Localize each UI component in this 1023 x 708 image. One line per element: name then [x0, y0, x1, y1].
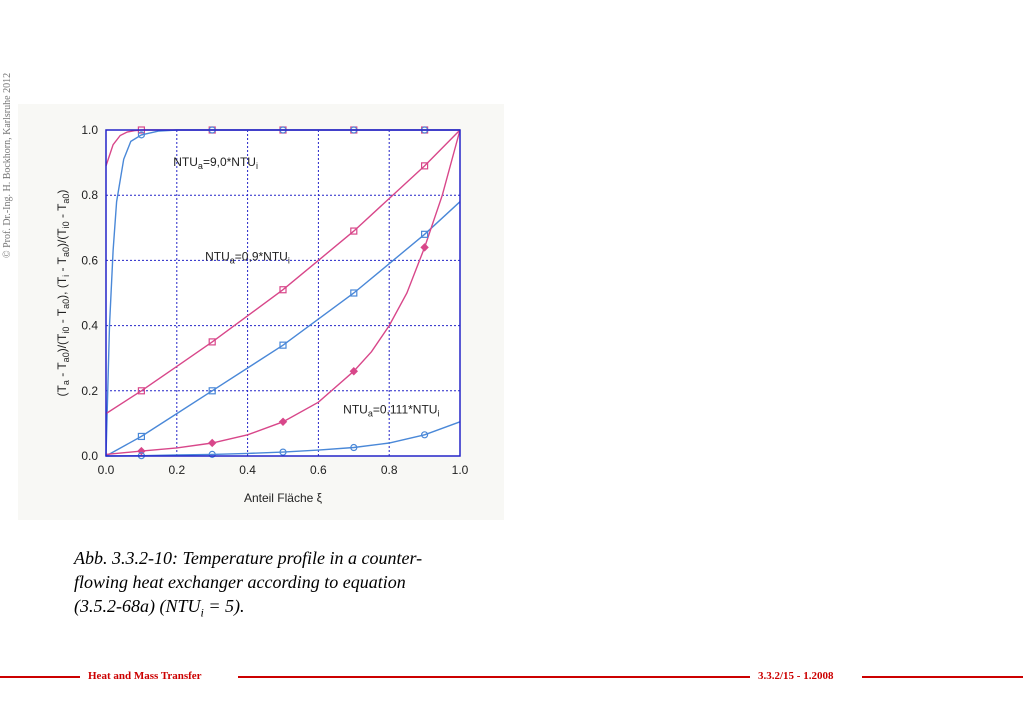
y-tick-label: 0.2 [81, 383, 98, 398]
footer-rule-left [0, 676, 80, 678]
ylabel-segment: - T [55, 257, 69, 275]
caption-subscript: i [200, 605, 204, 620]
x-tick-label: 0.4 [239, 463, 256, 477]
footer-course-title: Heat and Mass Transfer [88, 670, 202, 682]
x-tick-label: 0.2 [168, 463, 186, 477]
curve-annotation [205, 249, 290, 265]
x-tick-label: 0.6 [310, 463, 327, 477]
ylabel-segment: ) [55, 189, 69, 194]
annotation-subscript: i [287, 255, 290, 266]
ylabel-segment: ), (T [55, 276, 69, 299]
caption-line-3 [74, 594, 514, 625]
curve-annotation [343, 403, 439, 419]
ylabel-segment: - T [55, 362, 69, 381]
annotation-text: =9,0*NTU [202, 154, 256, 169]
ylabel-segment: )/(T [55, 228, 69, 248]
ylabel-segment: - T [55, 203, 69, 222]
ylabel-segment: )/(T [55, 333, 69, 353]
annotation-subscript: i [255, 160, 258, 171]
annotation-subscript: a [229, 255, 235, 266]
ylabel-segment: - T [55, 308, 69, 327]
annotation-subscript: i [437, 408, 440, 419]
ylabel-segment: i [60, 274, 71, 277]
y-axis-label-text [55, 190, 71, 397]
annotation-subscript: a [367, 408, 373, 419]
y-tick-label: 1.0 [81, 123, 98, 137]
ylabel-segment: a [60, 380, 71, 386]
ylabel-segment: a0 [60, 247, 71, 258]
caption-line-3-start: (3.5.2-68a) (NTU [74, 596, 201, 616]
annotation-text: =0,9*NTU [234, 249, 288, 264]
footer-rule-right [862, 676, 1023, 678]
x-tick-label: 1.0 [451, 463, 469, 477]
annotation-text: NTU [205, 249, 230, 264]
y-tick-label: 0.4 [81, 318, 98, 333]
x-tick-label: 0.0 [97, 463, 115, 477]
temperature-profile-chart [18, 104, 504, 520]
ylabel-segment: (T [55, 385, 69, 397]
ylabel-segment: i0 [60, 221, 71, 229]
copyright-notice: © Prof. Dr.-Ing. H. Bockhorn, Karlsruhe 2012 [2, 72, 13, 258]
x-tick-label: 0.8 [380, 463, 398, 477]
caption-line-1: Abb. 3.3.2-10: Temperature profile in a counter- [74, 548, 423, 568]
y-axis-label [55, 190, 71, 397]
y-tick-label: 0.0 [81, 449, 98, 463]
caption-line-3-end: = 5). [203, 596, 245, 616]
y-tick-label: 0.6 [81, 253, 98, 268]
annotation-subscript: a [197, 160, 203, 171]
footer-page-number: 3.3.2/15 - 1.2008 [758, 670, 834, 682]
curve-annotation [173, 155, 258, 171]
x-axis-label: Anteil Fläche ξ [243, 491, 323, 505]
ylabel-segment: a0 [60, 298, 71, 309]
chart-panel [18, 104, 504, 520]
ylabel-segment: a0 [60, 352, 71, 363]
ylabel-segment: a0 [60, 193, 71, 204]
caption-line-2: flowing heat exchanger according to equation [74, 572, 406, 592]
figure-caption [74, 546, 514, 625]
annotation-text: NTU [343, 402, 368, 417]
ylabel-segment: i0 [60, 326, 71, 334]
y-tick-label: 0.8 [81, 188, 98, 203]
footer-rule-middle [238, 676, 750, 678]
annotation-text: NTU [173, 154, 198, 169]
annotation-text: =0,111*NTU [372, 402, 438, 417]
